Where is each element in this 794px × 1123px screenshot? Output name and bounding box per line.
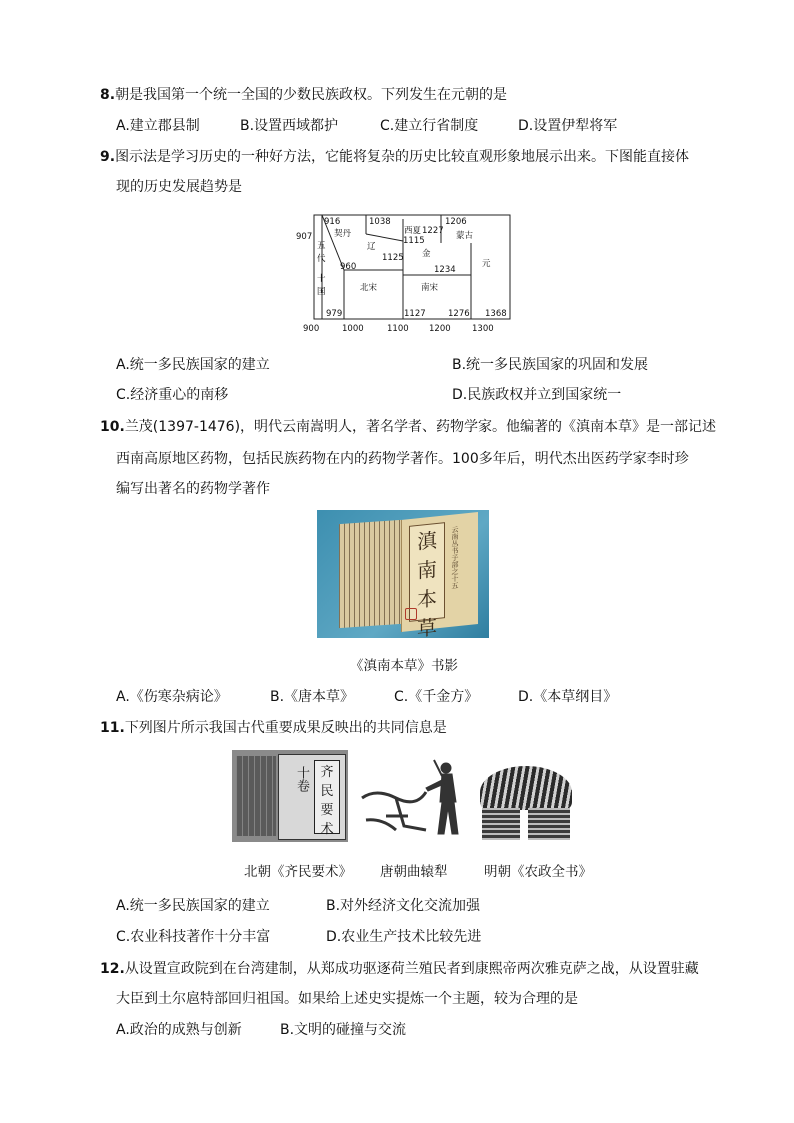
question-9-text-line1: 图示法是学习历史的一种好方法，它能将复杂的历史比较直观形象地展示出来。下图能直接体: [115, 149, 690, 165]
label-wudai-1: 五: [317, 241, 326, 251]
q9-option-b: B.统一多民族国家的巩固和发展: [452, 357, 649, 373]
label-xixia: 西夏: [404, 226, 422, 236]
q11-caption-2: 唐朝曲辕犁: [380, 864, 448, 880]
label-979: 979: [326, 309, 343, 319]
q10-option-a: A.《伤寒杂病论》: [116, 689, 228, 705]
qi-min-title-char-2: 民: [320, 784, 334, 799]
book-title-label: [409, 522, 445, 642]
q8-option-c: C.建立行省制度: [380, 118, 479, 134]
book-stack-left: [482, 808, 520, 840]
question-12-number: 12.: [100, 961, 125, 977]
question-10-text-line1: 兰茂(1397-1476)，明代云南嵩明人，著名学者、药物学家。他编著的《滇南本草》是一部记述: [124, 419, 717, 435]
label-960: 960: [340, 262, 357, 272]
dynasty-timeline-diagram: [296, 208, 518, 336]
q9-option-d: D.民族政权并立到国家统一: [452, 387, 622, 403]
book-left-page: [339, 520, 401, 628]
q9-option-a: A.统一多民族国家的建立: [116, 357, 270, 373]
book-title-char-1: 滇: [417, 527, 437, 555]
label-wudai-2: 代: [317, 254, 326, 264]
nong-zheng-quan-shu-photo: [476, 752, 576, 842]
q10-image-caption: 《滇南本草》书影: [350, 658, 458, 674]
label-1227: 1227: [422, 226, 444, 236]
question-12-stem: [100, 958, 699, 978]
book-title-char-2: 南: [417, 556, 437, 584]
q8-option-b: B.设置西域都护: [240, 118, 339, 134]
question-8-stem: [100, 84, 507, 104]
red-seal: [405, 608, 417, 620]
qi-min-left-page: [236, 756, 276, 836]
label-nansong: 南宋: [421, 283, 439, 293]
q11-option-c: C.农业科技著作十分丰富: [116, 929, 271, 945]
book-title-char-4: 草: [417, 614, 437, 642]
label-907: 907: [296, 232, 313, 242]
question-10-stem: [100, 416, 716, 436]
question-10-text-line2: 西南高原地区药物，包括民族药物在内的药物学著作。100多年后，明代杰出医药学家李时珍: [116, 451, 689, 467]
q8-option-a: A.建立郡县制: [116, 118, 200, 134]
q11-caption-3: 明朝《农政全书》: [484, 864, 592, 880]
book-stack-fan: [480, 766, 572, 810]
label-1127: 1127: [404, 309, 426, 319]
q11-option-d: D.农业生产技术比较先进: [326, 929, 482, 945]
label-khitan: 契丹: [334, 229, 352, 239]
qi-min-title-char-3: 要: [320, 803, 334, 818]
label-1115: 1115: [403, 236, 425, 246]
question-10-number: 10.: [100, 419, 125, 435]
label-1368: 1368: [485, 309, 507, 319]
question-8-text: 朝是我国第一个统一全国的少数民族政权。下列发生在元朝的是: [115, 87, 508, 103]
q11-caption-1: 北朝《齐民要术》: [244, 864, 352, 880]
label-1234: 1234: [434, 265, 456, 275]
q12-option-a: A.政治的成熟与创新: [116, 1022, 242, 1038]
q10-option-c: C.《千金方》: [394, 689, 479, 705]
question-11-stem: [100, 717, 447, 737]
qi-min-title-box: [314, 760, 340, 837]
label-mongol: 蒙古: [456, 231, 474, 241]
book-title-char-3: 本: [417, 585, 437, 613]
axis-tick-1000: 1000: [342, 324, 364, 334]
qi-min-title-char-1: 齐: [320, 765, 334, 780]
label-liao: 辽: [367, 242, 376, 252]
axis-tick-900: 900: [303, 324, 320, 334]
question-9-number: 9.: [100, 149, 116, 165]
label-jin: 金: [422, 249, 431, 259]
label-1125: 1125: [382, 253, 404, 263]
q8-option-d: D.设置伊犁将军: [518, 118, 618, 134]
curved-shaft-plow-illustration: [356, 758, 468, 838]
qi-min-title-char-4: 术: [320, 822, 334, 837]
q11-option-a: A.统一多民族国家的建立: [116, 898, 270, 914]
q12-option-b: B.文明的碰撞与交流: [280, 1022, 407, 1038]
axis-tick-1300: 1300: [472, 324, 494, 334]
q11-option-b: B.对外经济文化交流加强: [326, 898, 481, 914]
label-beisong: 北宋: [360, 283, 378, 293]
q10-option-b: B.《唐本草》: [270, 689, 355, 705]
question-8-number: 8.: [100, 87, 116, 103]
label-1038: 1038: [369, 217, 391, 227]
question-12-text-line2: 大臣到土尔扈特部回归祖国。如果给上述史实提炼一个主题，较为合理的是: [116, 991, 578, 1007]
label-shiguo-2: 国: [317, 287, 326, 297]
label-shiguo-1: 十: [317, 274, 326, 284]
label-916: 916: [324, 217, 341, 227]
book-stack-right: [528, 808, 570, 840]
question-11-number: 11.: [100, 720, 125, 736]
label-1276: 1276: [448, 309, 470, 319]
question-12-text-line1: 从设置宣政院到在台湾建制，从郑成功驱逐荷兰殖民者到康熙帝两次雅克萨之战，从设置驻藏: [124, 961, 699, 977]
question-9-stem: [100, 146, 689, 166]
book-side-text: 云南丛书子部之十五: [451, 525, 459, 590]
label-yuan: 元: [482, 259, 491, 269]
label-1206: 1206: [445, 217, 467, 227]
qi-min-yao-shu-photo: [232, 750, 348, 842]
question-10-text-line3: 编写出著名的药物学著作: [116, 481, 270, 497]
q10-option-d: D.《本草纲目》: [518, 689, 618, 705]
axis-tick-1200: 1200: [429, 324, 451, 334]
question-9-text-line2: 现的历史发展趋势是: [116, 179, 242, 195]
q9-option-c: C.经济重心的南移: [116, 387, 229, 403]
qi-min-side-text: 十卷: [294, 766, 309, 792]
question-11-text: 下列图片所示我国古代重要成果反映出的共同信息是: [124, 720, 447, 736]
dian-nan-ben-cao-book-photo: [317, 510, 489, 642]
axis-tick-1100: 1100: [387, 324, 409, 334]
